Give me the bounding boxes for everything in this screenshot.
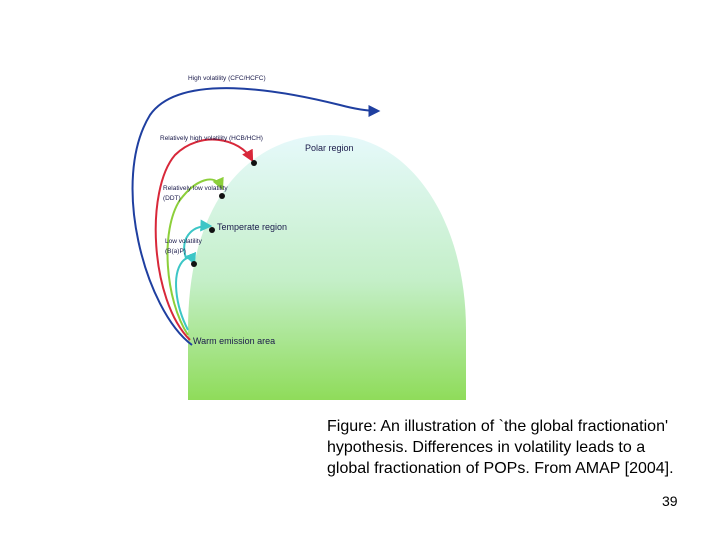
high-volatility-label: High volatility (CFC/HCFC) [188, 75, 266, 82]
polar-region-label: Polar region [305, 143, 354, 153]
low-volatility-label-line1: Low volatility [165, 238, 202, 245]
low-volatility-label-line2: (B(a)P) [165, 248, 186, 255]
relatively-high-volatility-label: Relatively high volatility (HCB/HCH) [160, 135, 263, 142]
temperate-region-label: Temperate region [217, 222, 288, 232]
warm-emission-area-label: Warm emission area [193, 336, 276, 346]
globe-hemisphere [188, 135, 466, 400]
page-number: 39 [662, 493, 678, 509]
polar-deposition-dot [251, 160, 257, 166]
figure-caption: Figure: An illustration of `the global fractionation' hypothesis. Differences in volatility leads to a global fractionation of POPs. From AMAP [2004]. [327, 418, 674, 477]
relatively-low-volatility-label-line2: (DDT) [163, 195, 181, 202]
temperate-deposition-dot [209, 227, 215, 233]
low-deposition-dot [191, 261, 197, 267]
midlatitude-deposition-dot [219, 193, 225, 199]
relatively-low-volatility-label-line1: Relatively low volatility [163, 185, 228, 192]
